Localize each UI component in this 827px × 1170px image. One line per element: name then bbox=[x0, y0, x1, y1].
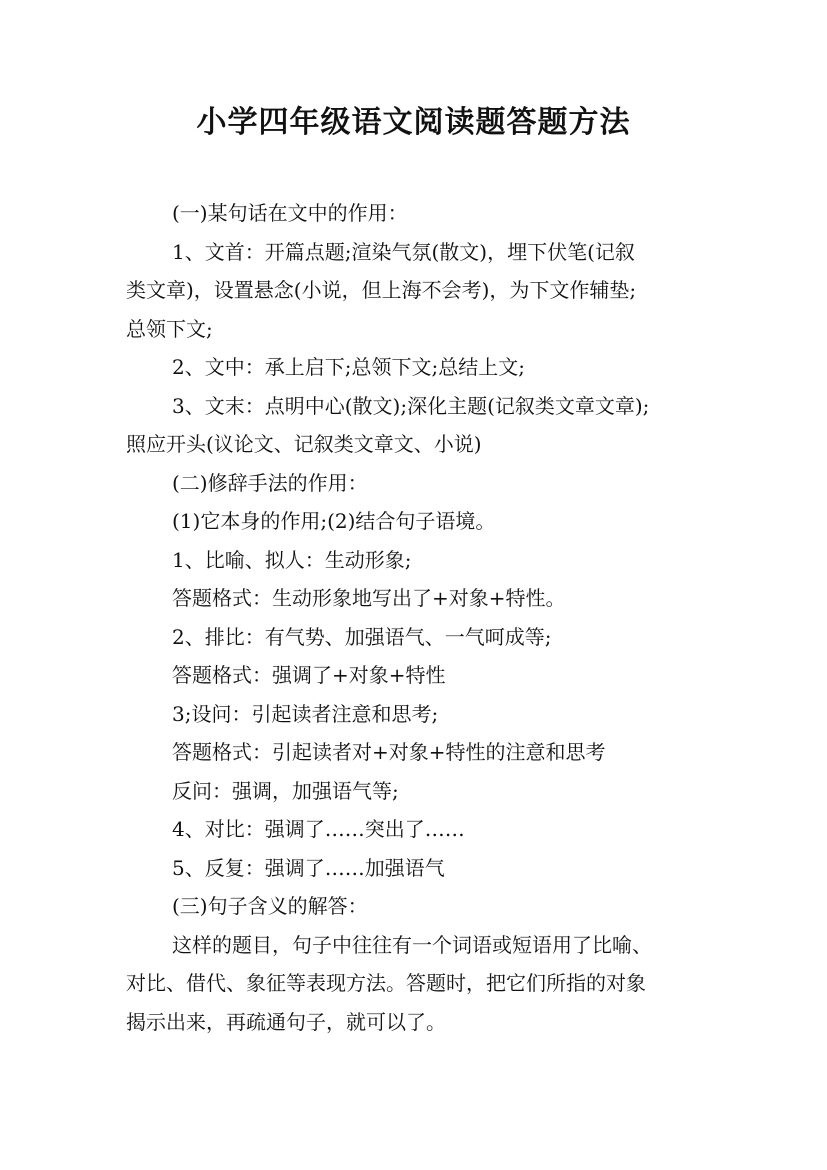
text-line: 2、排比：有气势、加强语气、一气呵成等; bbox=[172, 624, 552, 649]
text-line: 1、比喻、拟人：生动形象; bbox=[172, 547, 412, 572]
document-title: 小学四年级语文阅读题答题方法 bbox=[196, 105, 631, 140]
text-line: 揭示出来，再疏通句子，就可以了。 bbox=[126, 1009, 446, 1034]
text-line: 3;设问：引起读者注意和思考; bbox=[172, 701, 439, 726]
text-line: 类文章)，设置悬念(小说，但上海不会考)，为下文作辅垫; bbox=[126, 278, 637, 302]
document-body bbox=[126, 194, 726, 1041]
text-line: 3、文末：点明中心(散文);深化主题(记叙类文章文章); bbox=[172, 393, 650, 418]
text-line: 这样的题目，句子中往往有一个词语或短语用了比喻、 bbox=[172, 932, 652, 957]
text-line: 答题格式：强调了+对象+特性 bbox=[172, 663, 446, 687]
text-line: (一)某句话在文中的作用： bbox=[172, 201, 408, 225]
text-line: 反问：强调，加强语气等; bbox=[172, 778, 399, 803]
text-line: 2、文中：承上启下;总领下文;总结上文; bbox=[172, 355, 525, 379]
text-line: (二)修辞手法的作用： bbox=[172, 470, 368, 495]
text-line: (1)它本身的作用;(2)结合句子语境。 bbox=[172, 509, 496, 533]
text-line: 1、文首：开篇点题;渲染气氛(散文)，埋下伏笔(记叙 bbox=[172, 239, 635, 264]
text-line: 4、对比：强调了……突出了…… bbox=[172, 817, 465, 841]
text-line: 答题格式：引起读者对+对象+特性的注意和思考 bbox=[172, 740, 606, 764]
text-line: (三)句子含义的解答： bbox=[172, 894, 368, 918]
text-line: 总领下文; bbox=[126, 316, 213, 341]
text-line: 照应开头(议论文、记叙类文章文、小说) bbox=[126, 432, 482, 456]
text-line: 对比、借代、象征等表现方法。答题时，把它们所指的对象 bbox=[126, 971, 646, 995]
text-line: 5、反复：强调了……加强语气 bbox=[172, 855, 445, 880]
text-line: 答题格式：生动形象地写出了+对象+特性。 bbox=[172, 586, 566, 610]
